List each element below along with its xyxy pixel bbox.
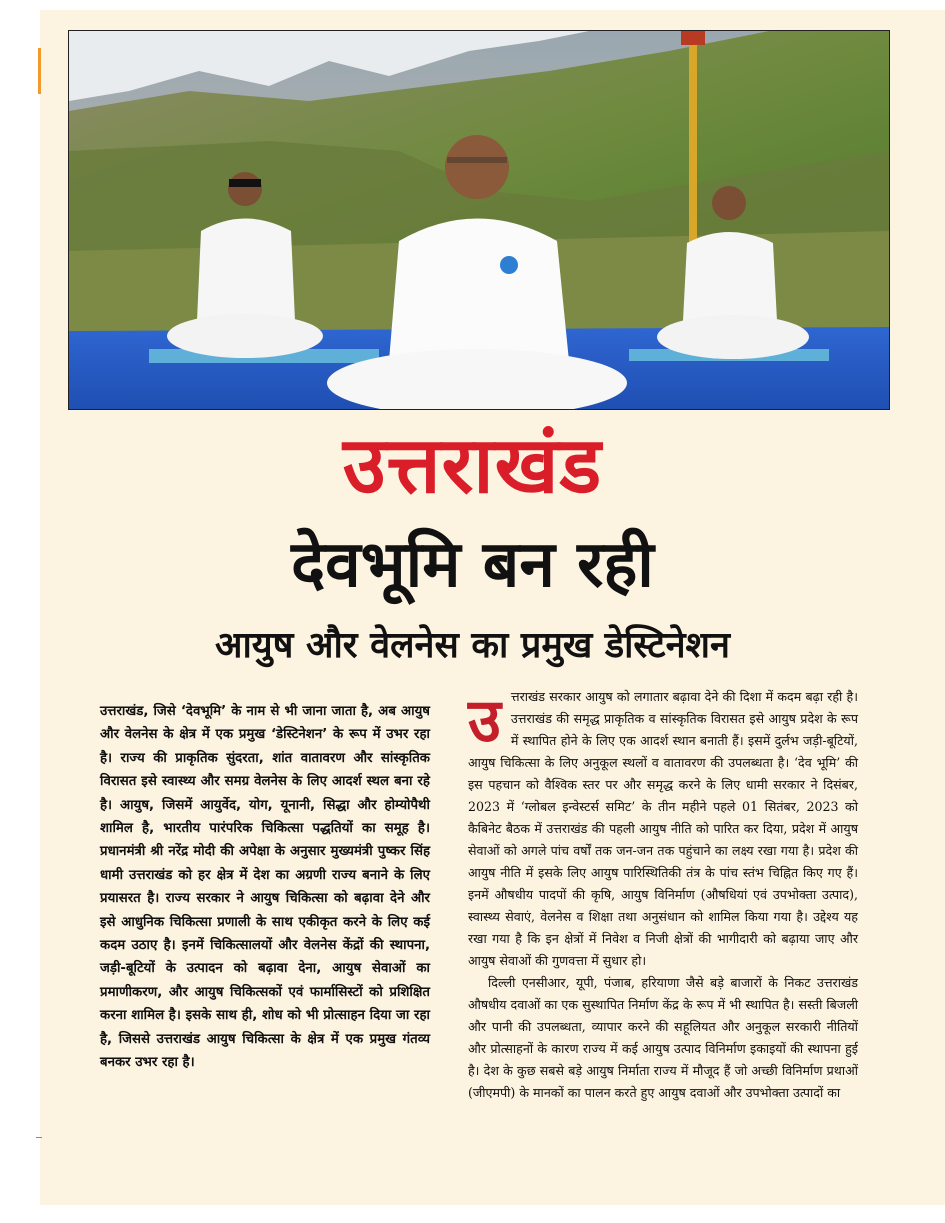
drop-cap: उ [468,686,501,756]
body-paragraph-1 [468,686,858,972]
section-kicker: उत्तराखंड [342,421,603,511]
article-subheadline: आयुष और वेलनेस का प्रमुख डेस्टिनेशन [214,625,731,666]
intro-column: उत्तराखंड, जिसे ‘देवभूमि’ के नाम से भी जाना जाता है, अब आयुष और वेलनेस के क्षेत्र में एक प्रमुख ‘डेस्टिनेशन’ के रूप में उभर रहा है। राज्य की प्राकृतिक सुंदरता, शांत वातावरण और सांस्कृतिक विरासत इसे स्वास्थ्य और समग्र वेलनेस के लिए आदर्श स्थल बना रहे है। आयुष, जिसमें आयुर्वेद, योग, यूनानी, सिद्धा और होम्योपैथी शामिल है, भारतीय पारंपरिक चिकित्सा पद्धतियों का समूह है। प्रधानमंत्री श्री नरेंद्र मोदी की अपेक्षा के अनुसार मुख्यमंत्री पुष्कर सिंह धामी उत्तराखंड को हर क्षेत्र में देश का अग्रणी राज्य बनाने के लिए प्रयासरत है। राज्य सरकार ने आयुष चिकित्सा को बढ़ावा देने और इसे आधुनिक चिकित्सा प्रणाली के साथ एकीकृत करने के लिए कई कदम उठाए है। इनमें चिकित्सालयों और वेलनेस केंद्रों की स्थापना, जड़ी-बूटियों के उत्पादन को बढ़ावा देना, आयुष सेवाओं का प्रमाणीकरण, और आयुष चिकित्सकों एवं फार्मासिस्टों को प्रशिक्षित करना शामिल है। इसके साथ ही, शोध को भी प्रोत्साहन दिया जा रहा है, जिससे उत्तराखंड आयुष चिकित्सा के क्षेत्र में एक प्रमुख गंतव्य बनकर उभर रहा है। [100,704,430,1071]
page-edge-marker [38,48,41,94]
margin-mark [36,1137,42,1138]
hero-photo [68,30,890,410]
body-paragraph-1-text: त्तराखंड सरकार आयुष को लगातार बढ़ावा देने की दिशा में कदम बढ़ा रही है। उत्तराखंड की समृद्ध प्राकृतिक व सांस्कृतिक विरासत इसे आयुष प्रदेश के रूप में स्थापित होने के लिए एक आदर्श स्थान बनाती हैं। इसमें दुर्लभ जड़ी-बूटियों, आयुष चिकित्सा के लिए अनुकूल स्थलों व वातावरण की उपलब्धता है। ‘देव भूमि’ की इस पहचान को वैश्विक स्तर पर और समृद्ध करने के लिए धामी सरकार ने दिसंबर, 2023 में ‘ग्लोबल इन्वेस्टर्स समिट’ के तीन महीने पहले 01 सितंबर, 2023 को कैबिनेट बैठक में उत्तराखंड की पहली आयुष नीति को पारित कर दिया, प्रदेश में आयुष सेवाओं को अगले पांच वर्षों तक जन-जन तक पहुंचाने का लक्ष्य रखा गया है। प्रदेश की आयुष नीति में इसके लिए आयुष पारिस्थितिकी तंत्र के पांच स्तंभ चिह्नित किए गए हैं। इनमें औषधीय पादपों की कृषि, आयुष विनिर्माण (औषधियां एवं उपभोक्ता उत्पाद), स्वास्थ्य सेवाएं, वेलनेस व शिक्षा तथा अनुसंधान को शामिल किया गया है। उद्देश्य यह रखा गया है कि इन क्षेत्रों में निवेश व निजी क्षेत्रों की भागीदारी को बढ़ाया जाए और आयुष सेवाओं की गुणवत्ता में सुधार हो। [468,689,858,968]
body-column [468,686,858,1104]
body-paragraph-2: दिल्ली एनसीआर, यूपी, पंजाब, हरियाणा जैसे बड़े बाजारों के निकट उत्तराखंड औषधीय दवाओं का एक सुस्थापित निर्माण केंद्र के रूप में भी स्थापित है। सस्ती बिजली और पानी की उपलब्धता, व्यापार करने की सहूलियत और अनुकूल सरकारी नीतियों और प्रोत्साहनों के कारण राज्य में कई आयुष उत्पाद विनिर्माण इकाइयों की स्थापना हुई है। देश के कुछ सबसे बड़े आयुष निर्माता राज्य में मौजूद हैं जो अच्छी विनिर्माण प्रथाओं (जीएमपी) के मानकों का पालन करते हुए आयुष दवाओं और उपभोक्ता उत्पादों का [468,975,858,1100]
article-headline: देवभूमि बन रही [291,528,654,602]
